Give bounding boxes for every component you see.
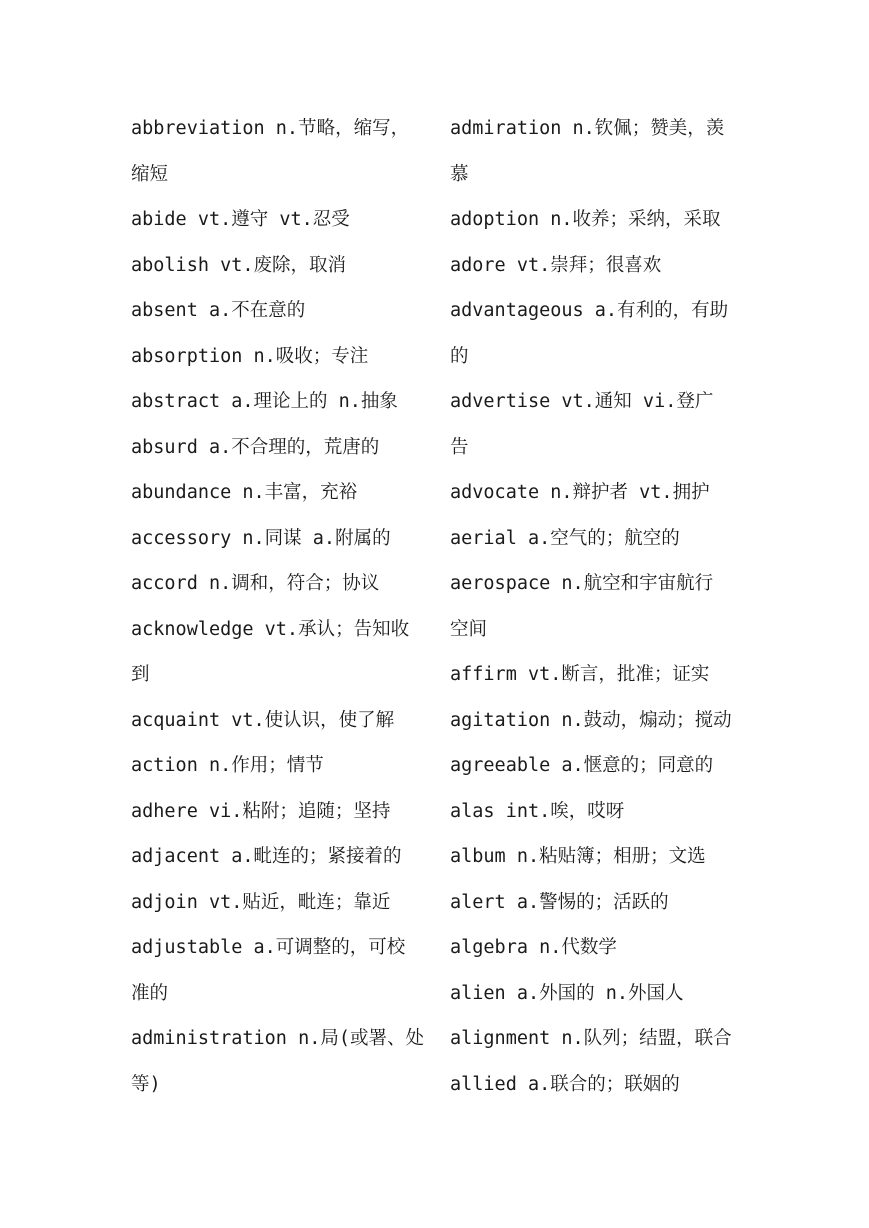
vocab-line: aerial a.空气的；航空的 (450, 527, 680, 549)
vocab-line: 准的 (131, 982, 169, 1004)
right-column (450, 106, 750, 1107)
vocab-line: 的 (450, 345, 469, 367)
vocab-line: 等) (131, 1073, 161, 1095)
vocab-line: algebra n.代数学 (450, 937, 617, 958)
vocab-line: affirm vt.断言，批准；证实 (450, 664, 710, 685)
vocab-line: adoption n.收养；采纳，采取 (450, 209, 721, 230)
vocab-line: album n.粘贴簿；相册；文选 (450, 846, 706, 867)
vocab-line: adore vt.崇拜；很喜欢 (450, 254, 662, 276)
vocab-line: accord n.调和，符合；协议 (131, 573, 380, 594)
vocab-line: abolish vt.废除，取消 (131, 254, 347, 276)
vocab-line: accessory n.同谋 a.附属的 (131, 527, 391, 549)
vocab-line: absorption n.吸收；专注 (131, 345, 369, 367)
vocab-line: abide vt.遵守 vt.忍受 (131, 209, 350, 230)
vocab-line: admiration n.钦佩；赞美，羡 (450, 118, 725, 139)
vocab-line: 告 (450, 436, 469, 458)
vocab-line: agreeable a.惬意的；同意的 (450, 755, 714, 776)
vocab-line: adhere vi.粘附；追随；坚持 (131, 800, 391, 822)
vocab-line: 空间 (450, 618, 488, 640)
vocab-line: alien a.外国的 n.外国人 (450, 982, 684, 1004)
vocab-line: acknowledge vt.承认；告知收 (131, 618, 410, 640)
left-column (131, 106, 431, 1107)
vocab-line: alas int.唉，哎呀 (450, 800, 625, 822)
vocab-line: adjoin vt.贴近，毗连；靠近 (131, 891, 391, 913)
vocab-line: alert a.警惕的；活跃的 (450, 891, 669, 913)
vocab-line: administration n.局(或署、处 (131, 1028, 424, 1049)
vocab-line: absurd a.不合理的，荒唐的 (131, 436, 380, 458)
vocab-line: agitation n.鼓动，煽动；搅动 (450, 709, 732, 731)
vocab-line: acquaint vt.使认识，使了解 (131, 709, 395, 731)
vocab-line: aerospace n.航空和宇宙航行 (450, 573, 714, 594)
vocab-line: advocate n.辩护者 vt.拥护 (450, 482, 710, 503)
vocab-line: 慕 (450, 163, 469, 185)
vocab-line: abundance n.丰富，充裕 (131, 482, 358, 503)
vocab-line: allied a.联合的；联姻的 (450, 1073, 680, 1095)
vocab-line: advertise vt.通知 vi.登广 (450, 391, 714, 412)
vocab-line: action n.作用；情节 (131, 755, 324, 776)
vocab-line: advantageous a.有利的，有助 (450, 300, 729, 321)
vocab-line: 缩短 (131, 163, 169, 185)
vocab-line: abbreviation n.节略，缩写， (131, 118, 410, 139)
vocab-line: adjacent a.毗连的；紧接着的 (131, 846, 402, 867)
vocab-line: adjustable a.可调整的，可校 (131, 937, 406, 958)
vocab-line: absent a.不在意的 (131, 300, 306, 321)
vocab-line: alignment n.队列；结盟，联合 (450, 1028, 732, 1049)
vocab-line: 到 (131, 664, 150, 685)
vocab-line: abstract a.理论上的 n.抽象 (131, 391, 398, 412)
